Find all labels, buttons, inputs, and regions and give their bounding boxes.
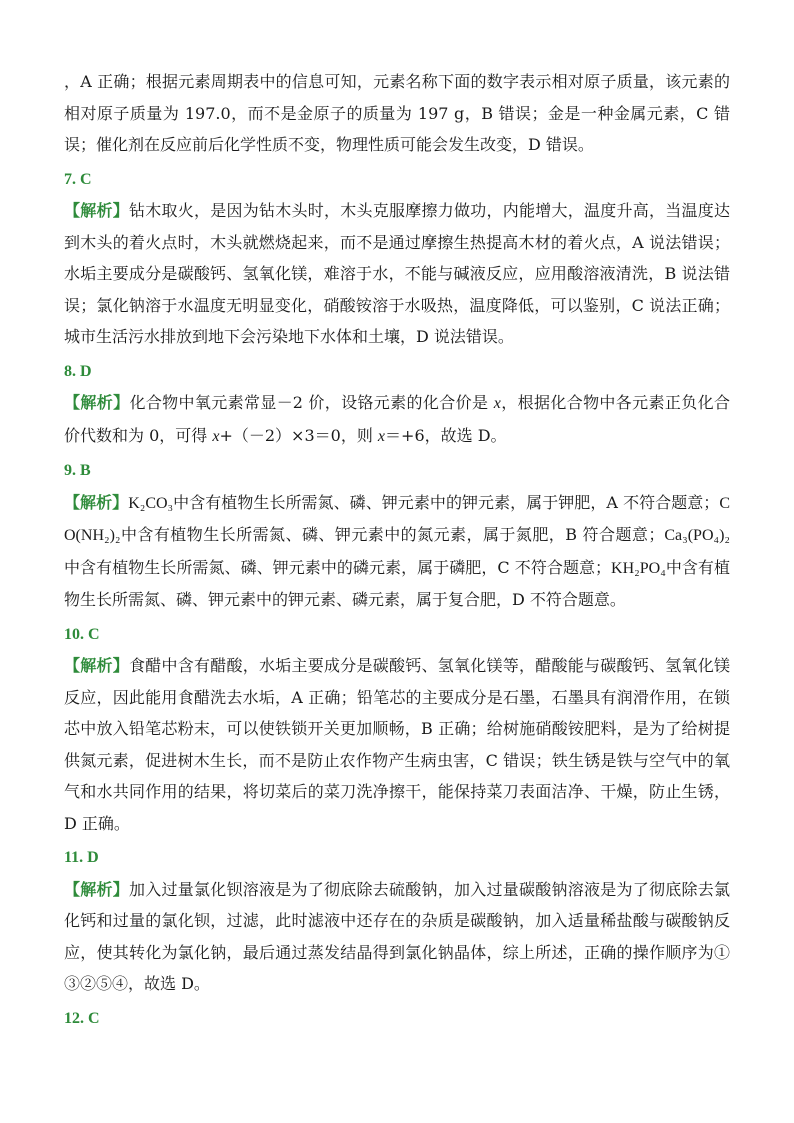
answer-8-text-d: ＝+6，故选 D。	[385, 425, 507, 445]
formula-k2co3: K₂CO₃	[128, 494, 174, 512]
formula-ca3po42: Ca₃(PO₄)₂	[664, 527, 730, 544]
answer-10-number: 10. C	[64, 625, 100, 643]
variable-x: x	[212, 427, 220, 445]
answer-12-number: 12. C	[64, 1009, 100, 1027]
answer-11-text: 加入过量氯化钡溶液是为了彻底除去硫酸钠，加入过量碳酸钠溶液是为了彻底除去氯化钙和过量的氯化钡，过滤，此时滤液中还存在的杂质是碳酸钠，加入适量稀盐酸与碳酸钠反应，使其转化为氯化钠，最后通过蒸发结晶得到氯化钠晶体，综上所述，正确的操作顺序为①③②⑤④，故选 D。	[64, 879, 730, 993]
answer-10-text: 食醋中含有醋酸，水垢主要成分是碳酸钙、氢氧化镁等，醋酸能与碳酸钙、氢氧化镁反应，因此能用食醋洗去水垢，A 正确；铅笔芯的主要成分是石墨，石墨具有润滑作用，在锁芯中放入铅笔芯粉末，可以使铁锁开关更加顺畅，B 正确；给树施硝酸铵肥料，是为了给树提供氮元素，促进树木生长，而不是防止农作物产生病虫害，C 错误；铁生锈是铁与空气中的氧气和水共同作用的结果，将切菜后的菜刀洗净擦干，能保持菜刀表面洁净、干燥，防止生锈，D 正确。	[64, 656, 730, 833]
answer-page	[64, 66, 730, 1034]
answer-9-line-3: 中含有植物生长所需氮、磷、钾元素中的磷元素，属于磷肥，C 不符合题意；	[64, 557, 612, 577]
intro-paragraph: ，A 正确；根据元素周期表中的信息可知，元素名称下面的数字表示相对原子质量，该元素的相对原子质量为 197.0，而不是金原子的质量为 197 g，B 错误；金是一种金属元素，C 错误；催化剂在反应前后化学性质不变，物理性质可能会发生改变，D 错误。	[64, 72, 730, 154]
answer-8-text-b: ，根据化合物中各元素正负化合价代数和为 0，可得	[64, 393, 730, 445]
analysis-tag: 【解析】	[64, 201, 129, 220]
answer-11-number: 11. D	[64, 849, 99, 866]
answer-8-text-c: +（－2）×3＝0，则	[219, 425, 378, 445]
answer-8-number: 8. D	[64, 362, 92, 380]
answer-8-explanation	[64, 387, 730, 452]
variable-x: x	[493, 395, 501, 412]
analysis-tag: 【解析】	[64, 656, 129, 675]
answer-7-text: 钻木取火，是因为钻木头时，木头克服摩擦力做功，内能增大，温度升高，当温度达到木头的着火点时，木头就燃烧起来，而不是通过摩擦生热提高木材的着火点，A 说法错误；水垢主要成分是碳酸钙、氢氧化镁，难溶于水，不能与碱液反应，应用酸溶液清洗，B 说法错误；氯化钠溶于水温度无明显变化，硝酸铵溶于水吸热，温度降低，可以鉴别，C 说法正确；城市生活污水排放到地下会污染地下水体和土壤，D 说法错误。	[64, 201, 730, 346]
answer-7-explanation	[64, 195, 730, 353]
answer-8-text-a: 化合物中氧元素常显－2 价，设铬元素的化合价是	[129, 393, 494, 412]
variable-x: x	[377, 427, 386, 445]
answer-11-explanation	[64, 874, 730, 1000]
answer-9-line-4: 中含有植物生长所需氮、磷、钾元素中的钾元素、磷元素，属于复合肥，D 不符合题意。	[64, 557, 730, 609]
analysis-tag: 【解析】	[64, 393, 130, 412]
answer-9-line-2: 中含有植物生长所需氮、磷、钾元素中的氮元素，属于氮肥，B 符合题意；	[120, 525, 665, 544]
answer-10-explanation	[64, 650, 730, 839]
analysis-tag: 【解析】	[64, 879, 129, 899]
answer-7-number: 7. C	[64, 170, 92, 188]
answer-9-line-1: 中含有植物生长所需氮、磷、钾元素中的钾元素，属于钾肥，A 不符合题意；	[173, 492, 720, 512]
formula-kh2po4: KH₂PO₄	[611, 559, 666, 577]
analysis-tag: 【解析】	[64, 492, 129, 512]
answer-9-explanation	[64, 487, 730, 616]
formula-urea: CO(NH₂)₂	[64, 494, 730, 544]
answer-9-number: 9. B	[64, 462, 91, 479]
